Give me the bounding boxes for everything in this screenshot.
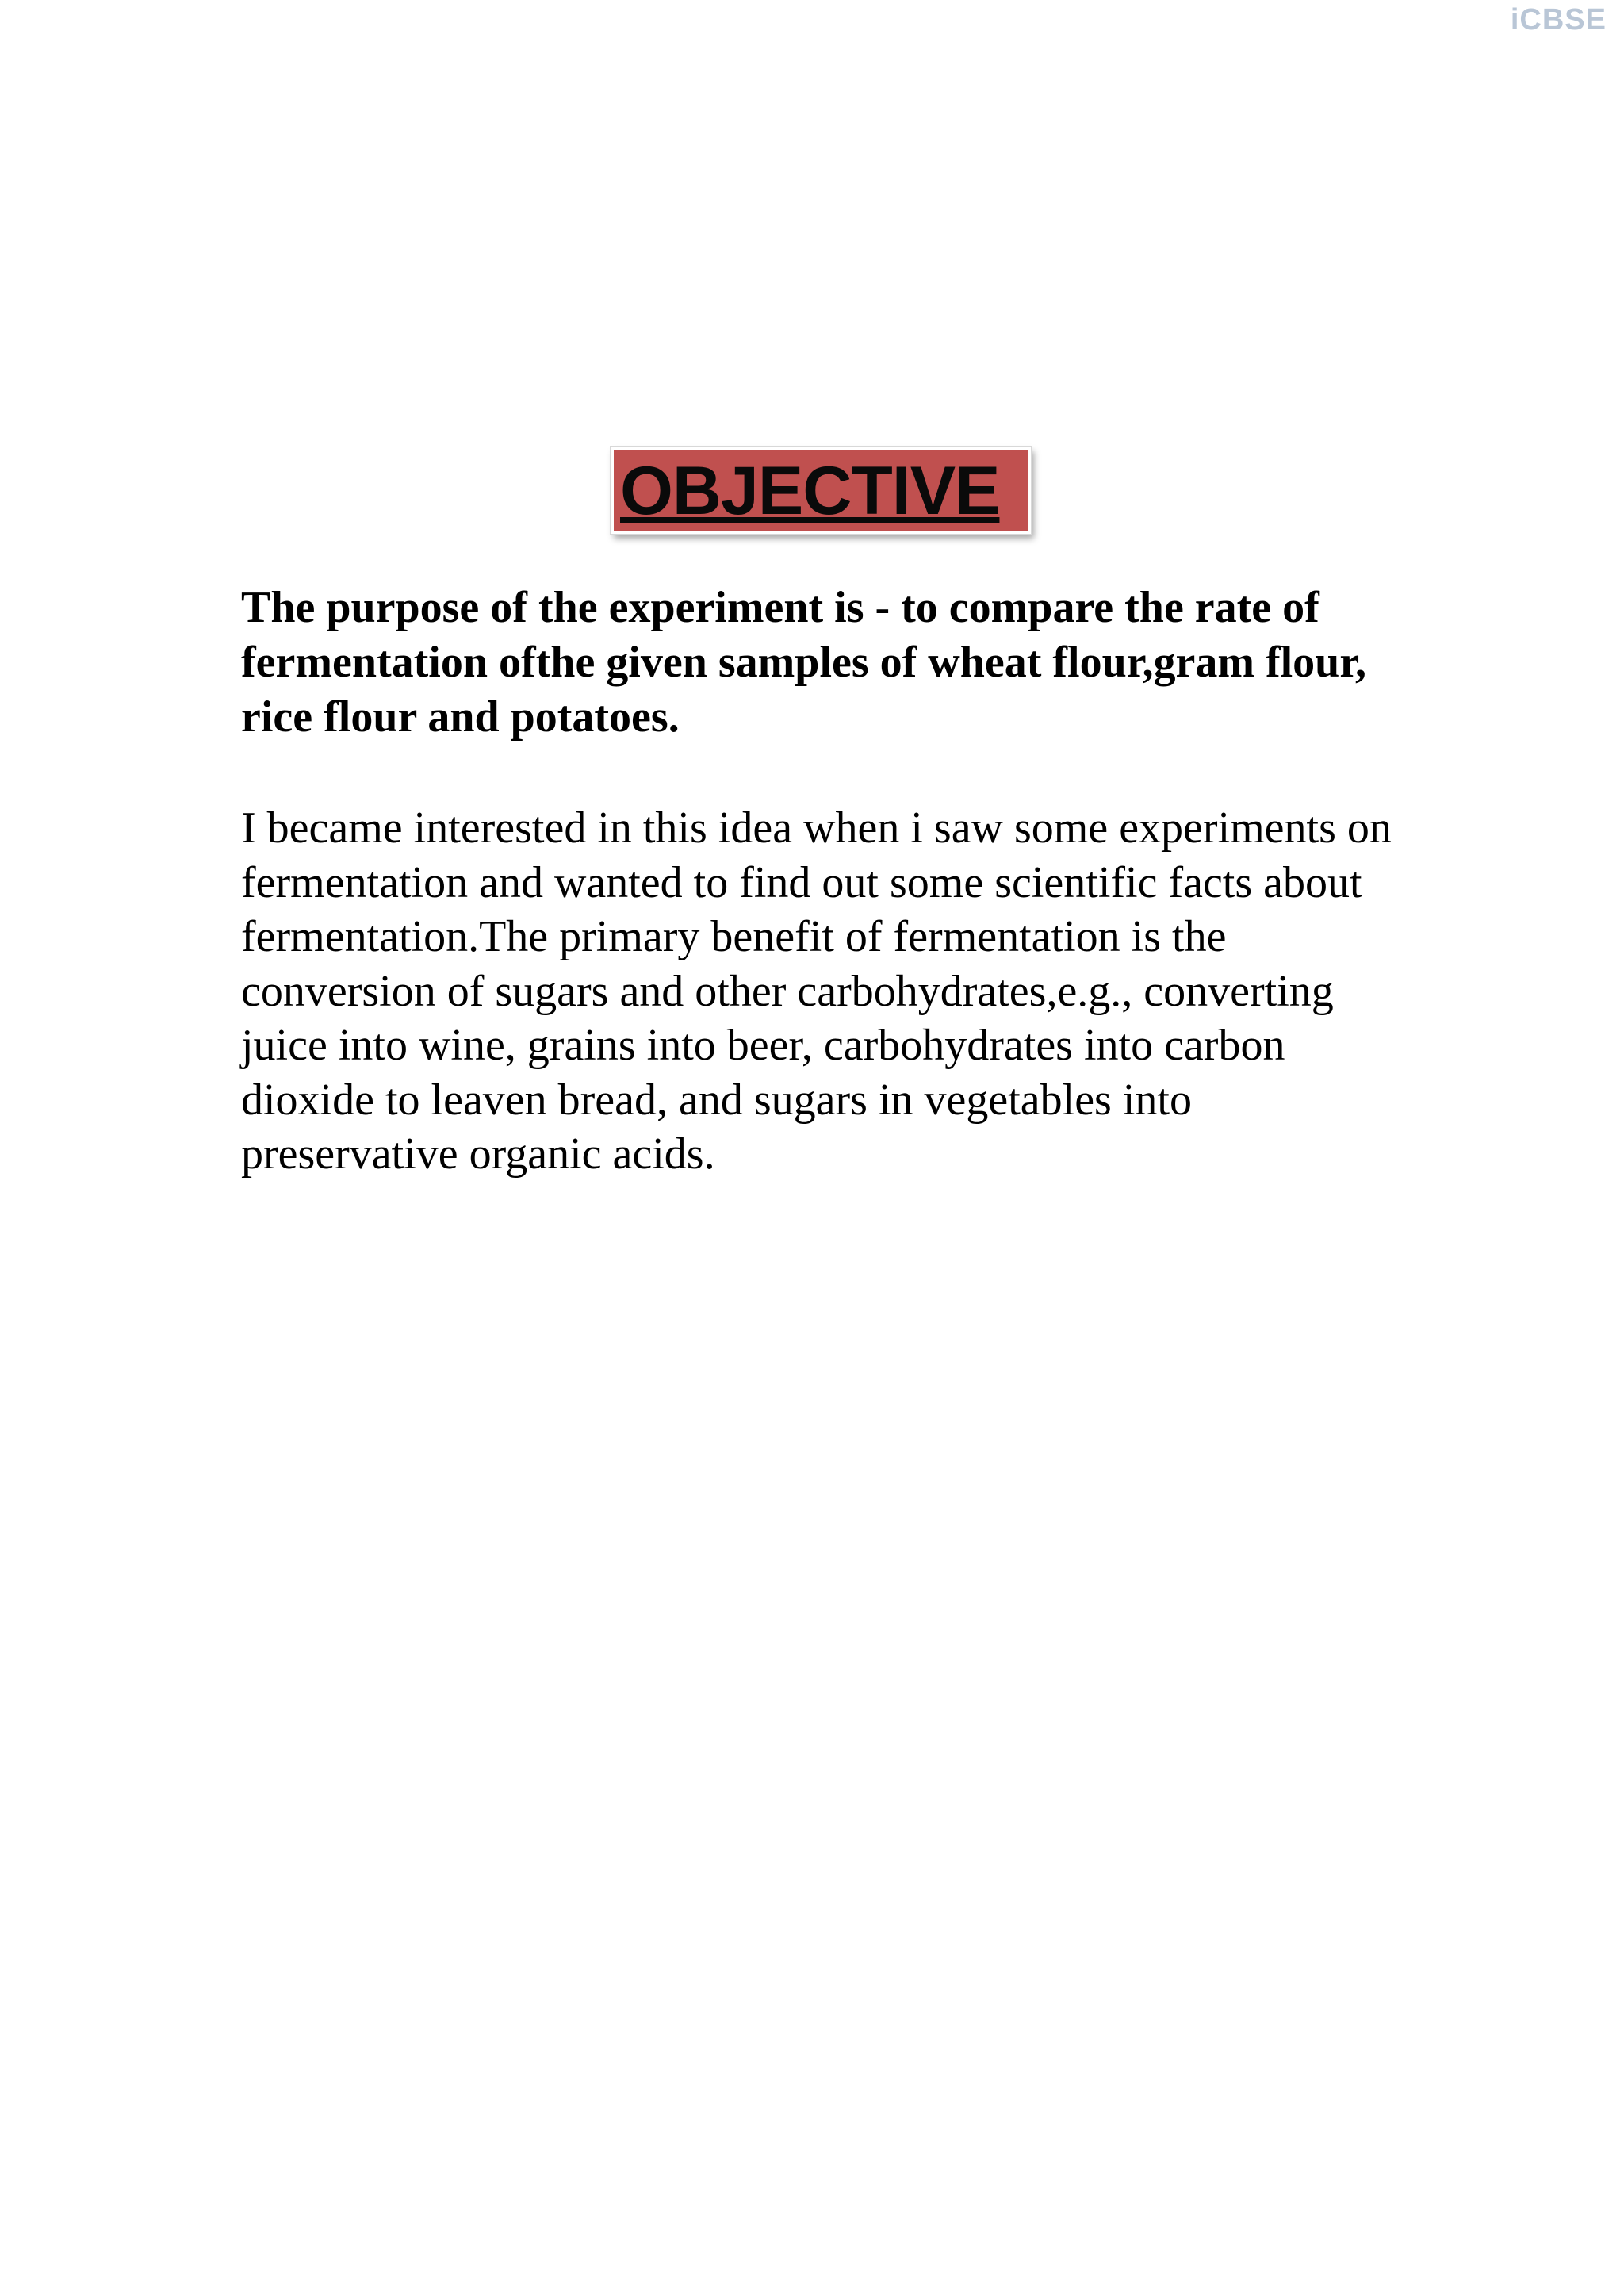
- objective-heading: OBJECTIVE: [620, 453, 1000, 529]
- purpose-statement: The purpose of the experiment is - to compare the rate of fermentation ofthe given samples of wheat flour,gram flour, rice flour and potatoes.: [241, 583, 1367, 742]
- motivation-paragraph: I became interested in this idea when i saw some experiments on fermentation and wanted to find out some scientific facts about fermentation.The primary benefit of fermentation is the conversion of sugars and other carbohydrates,e.g., converting juice into wine, grains into beer, carbohydrates into carbon dioxide to leaven bread, and sugars in vegetables into preservative organic acids.: [241, 803, 1392, 1179]
- icbse-watermark: iCBSE: [1510, 3, 1607, 36]
- objective-heading-box: [611, 447, 1031, 534]
